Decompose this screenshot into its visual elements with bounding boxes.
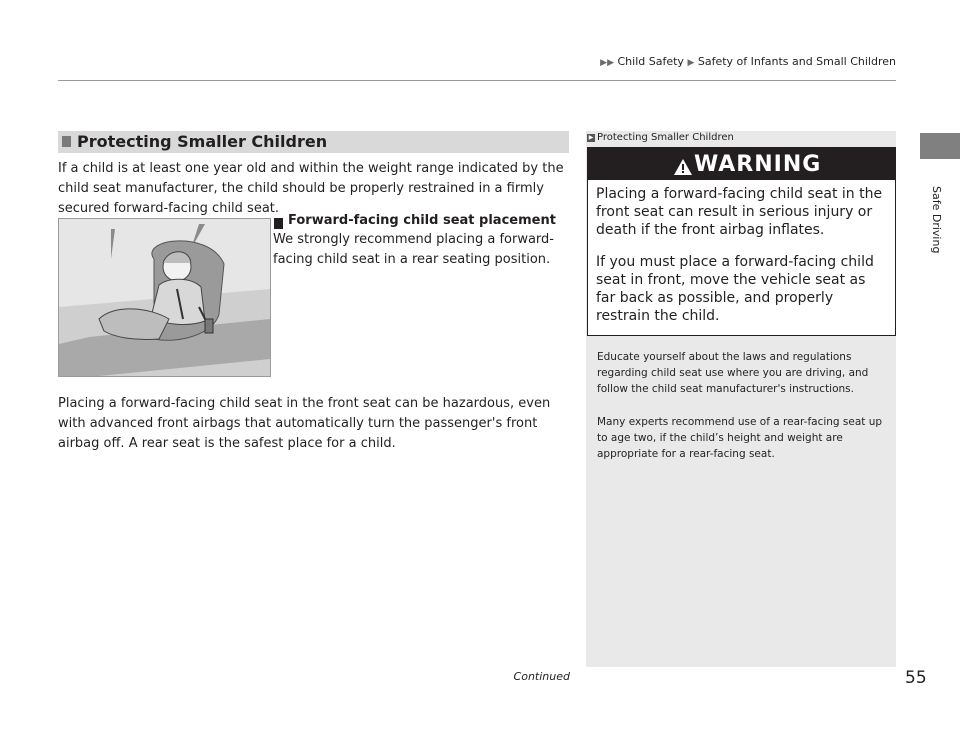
subsection-square-icon bbox=[274, 218, 283, 229]
warning-label: WARNING bbox=[694, 152, 822, 177]
sidebar-note-1: Educate yourself about the laws and regulations regarding child seat use where you are driving, and follow the child seat manufacturer's instructions. bbox=[597, 351, 869, 395]
header-rule bbox=[58, 80, 896, 81]
breadcrumb bbox=[400, 55, 896, 68]
child-seat-drawing bbox=[59, 219, 270, 376]
section-square-icon bbox=[62, 136, 71, 147]
breadcrumb-arrow-icon: ▶ bbox=[687, 58, 695, 68]
subsection-paragraph: We strongly recommend placing a forward-facing child seat in a rear seating position. bbox=[273, 232, 554, 267]
warning-triangle-icon bbox=[674, 159, 692, 175]
breadcrumb-item-infants[interactable]: Safety of Infants and Small Children bbox=[697, 55, 896, 68]
sidebar-note-2: Many experts recommend use of a rear-facing seat up to age two, if the child’s height and weight are appropriate for a rear-facing seat. bbox=[597, 416, 883, 460]
closing-paragraph: Placing a forward-facing child seat in the front seat can be hazardous, even with advanced front airbags that automatically turn the passenger's front airbag off. A rear seat is the safest place for a child. bbox=[58, 396, 551, 451]
warning-text-2: If you must place a forward-facing child seat in front, move the vehicle seat as far back as possible, and properly restrain the child. bbox=[596, 254, 874, 324]
continued-label: Continued bbox=[513, 670, 570, 683]
breadcrumb-item-child-safety[interactable]: Child Safety bbox=[617, 55, 684, 68]
chapter-label: Safe Driving bbox=[930, 186, 943, 254]
breadcrumb-arrow-icon: ▶▶ bbox=[600, 58, 614, 68]
chapter-tab bbox=[920, 133, 960, 159]
warning-text-1: Placing a forward-facing child seat in the front seat can result in serious injury or death if the front airbag inflates. bbox=[596, 186, 883, 238]
reference-arrow-icon: ▶ bbox=[588, 134, 594, 141]
subsection-title: Forward-facing child seat placement bbox=[288, 213, 556, 228]
child-seat-illustration bbox=[58, 218, 271, 377]
intro-paragraph: If a child is at least one year old and within the weight range indicated by the child seat manufacturer, the child should be properly restrained in a firmly secured forward-facing child seat. bbox=[58, 161, 564, 216]
sidebar-heading-text: Protecting Smaller Children bbox=[597, 132, 734, 143]
sidebar-heading bbox=[587, 132, 734, 143]
page-number: 55 bbox=[905, 668, 927, 688]
section-title: Protecting Smaller Children bbox=[77, 132, 328, 151]
warning-banner bbox=[588, 148, 895, 180]
